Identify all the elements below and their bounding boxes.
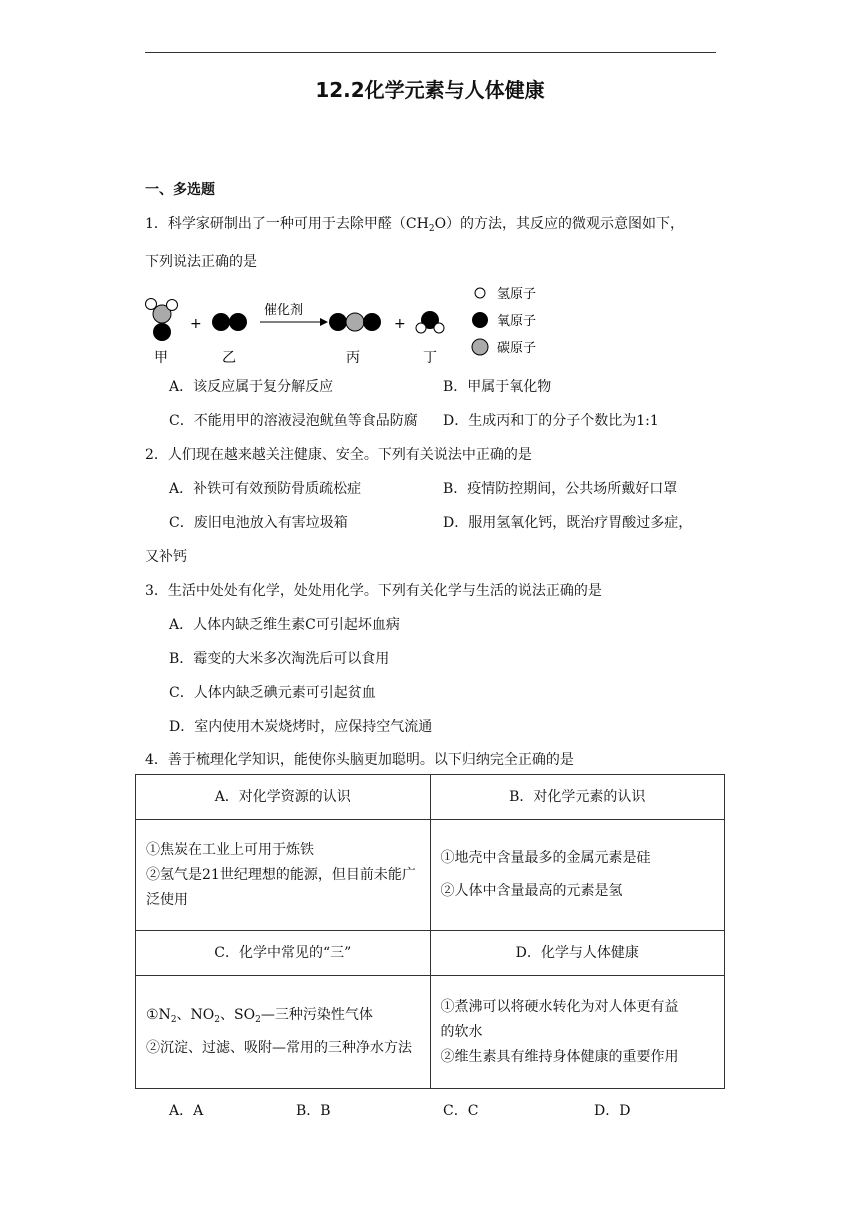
q2-option-d[interactable]: D．服用氢氧化钙，既治疗胃酸过多症， (443, 515, 693, 531)
cell-d-line3: ②维生素具有维持身体健康的重要作用 (440, 1048, 679, 1065)
arrow-head (320, 318, 328, 326)
q4-option-a[interactable]: A．A (169, 1103, 204, 1119)
oxygen-atom (212, 313, 230, 331)
molecule-jia (146, 299, 178, 342)
q2-option-a[interactable]: A．补铁可有效预防骨质疏松症 (169, 481, 362, 497)
hydrogen-atom (434, 323, 444, 333)
knowledge-table (135, 774, 725, 1089)
table-cell-b (430, 820, 725, 931)
table-header-d: D．化学与人体健康 (430, 931, 725, 976)
section-heading: 一、多选题 (145, 182, 215, 198)
label-jia: 甲 (154, 350, 168, 366)
legend-hydrogen-label: 氢原子 (497, 287, 537, 302)
molecule-bing (329, 313, 381, 331)
legend-hydrogen-swatch (475, 288, 485, 298)
label-bing: 丙 (346, 350, 360, 366)
label-ding: 丁 (423, 350, 437, 366)
hydrogen-atom (146, 299, 157, 310)
table-cell-d (430, 976, 725, 1089)
legend-oxygen-swatch (472, 312, 488, 328)
q1-option-c[interactable]: C．不能用甲的溶液浸泡鱿鱼等食品防腐 (169, 413, 418, 429)
cell-d-line2: 的软水 (440, 1023, 483, 1040)
q4-option-d[interactable]: D．D (594, 1103, 631, 1119)
cell-c-line2: ②沉淀、过滤、吸附—常用的三种净水方法 (146, 1040, 412, 1056)
catalyst-label: 催化剂 (264, 303, 304, 318)
q3-option-c[interactable]: C．人体内缺乏碘元素可引起贫血 (169, 685, 376, 701)
header-rule (145, 52, 716, 53)
cell-a-line1: ①焦炭在工业上可用于炼铁 (146, 841, 314, 858)
cell-a-line2: ②氢气是21世纪理想的能源，但目前未能广 (146, 866, 416, 883)
cell-a-line3: 泛使用 (146, 891, 188, 908)
cell-c-line1: $①N_2$、$NO_2$、$SO_2—$三种污染性气体 (146, 1007, 373, 1025)
table-header-c: C．化学中常见的“三” (136, 931, 431, 976)
q4-option-c[interactable]: C．C (443, 1103, 479, 1119)
table-cell-a (136, 820, 431, 931)
label-yi: 乙 (222, 350, 236, 366)
q2-option-b[interactable]: B．疫情防控期间，公共场所戴好口罩 (443, 481, 678, 497)
molecule-ding (416, 311, 444, 333)
oxygen-atom (363, 313, 381, 331)
q4-option-b[interactable]: B．B (296, 1103, 331, 1119)
formula-formaldehyde: $CH_2O$ (405, 216, 447, 234)
q1-stem-prefix: 1．科学家研制出了一种可用于去除甲醛（ (145, 216, 406, 232)
oxygen-atom (153, 323, 171, 341)
legend-carbon-label: 碳原子 (497, 341, 537, 356)
plus-sign: + (394, 316, 406, 332)
plus-sign: + (190, 316, 202, 332)
hydrogen-atom (416, 323, 426, 333)
atom-legend (470, 280, 590, 360)
q1-option-b[interactable]: B．甲属于氧化物 (443, 379, 552, 395)
q1-stem-line1 (145, 214, 684, 234)
hydrogen-atom (167, 300, 178, 311)
q3-stem: 3．生活中处处有化学，处处用化学。下列有关化学与生活的说法正确的是 (145, 583, 602, 599)
page-title: 12.2化学元素与人体健康 (315, 78, 545, 102)
table-cell-c (136, 976, 431, 1089)
q3-option-d[interactable]: D．室内使用木炭烧烤时，应保持空气流通 (169, 719, 433, 735)
molecule-yi (212, 313, 247, 331)
table-header-b: B．对化学元素的认识 (430, 775, 725, 820)
q2-stem: 2．人们现在越来越关注健康、安全。下列有关说法中正确的是 (145, 447, 532, 463)
q2-option-d-continued: 又补钙 (145, 549, 187, 565)
cell-d-line1: ①煮沸可以将硬水转化为对人体更有益 (440, 998, 679, 1015)
q2-option-c[interactable]: C．废旧电池放入有害垃圾箱 (169, 515, 348, 531)
oxygen-atom (229, 313, 247, 331)
q1-stem-line2: 下列说法正确的是 (145, 254, 257, 270)
oxygen-atom (329, 313, 347, 331)
cell-b-line1: ①地壳中含量最多的金属元素是硅 (440, 850, 651, 866)
legend-carbon-swatch (472, 339, 488, 355)
q3-option-b[interactable]: B．霉变的大米多次淘洗后可以食用 (169, 651, 390, 667)
q1-option-d[interactable]: D．生成丙和丁的分子个数比为1:1 (443, 413, 659, 429)
carbon-atom (346, 313, 364, 331)
table-header-a: A．对化学资源的认识 (136, 775, 431, 820)
legend-oxygen-label: 氧原子 (497, 314, 537, 329)
q1-option-a[interactable]: A．该反应属于复分解反应 (169, 379, 334, 395)
cell-b-line2: ②人体中含量最高的元素是氢 (440, 883, 623, 899)
q4-stem: 4．善于梳理化学知识，能使你头脑更加聪明。以下归纳完全正确的是 (145, 752, 574, 768)
q1-stem-suffix: ）的方法，其反应的微观示意图如下， (446, 216, 685, 232)
q3-option-a[interactable]: A．人体内缺乏维生素C可引起坏血病 (169, 617, 400, 633)
